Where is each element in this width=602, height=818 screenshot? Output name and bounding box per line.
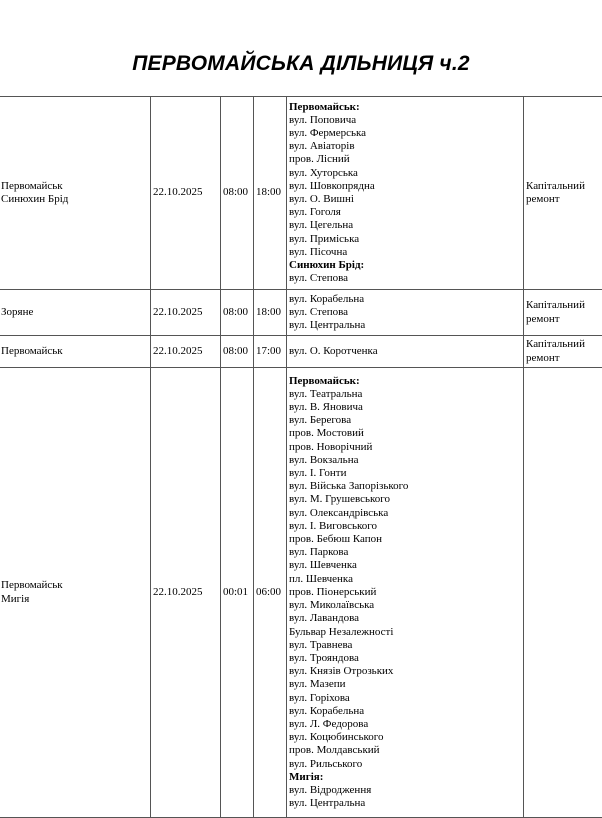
streets-cell bbox=[287, 336, 524, 368]
work-type-cell bbox=[524, 336, 602, 368]
street-name: вул. Л. Федорова bbox=[289, 718, 521, 731]
street-name: вул. Миколаївська bbox=[289, 599, 521, 612]
street-name: вул. Поповича bbox=[289, 114, 521, 127]
street-name: вул. Степова bbox=[289, 272, 521, 285]
time-from-cell: 00:01 bbox=[221, 368, 254, 818]
table-row bbox=[0, 336, 602, 368]
settlement-cell bbox=[0, 368, 151, 818]
street-name: вул. Корабельна bbox=[289, 293, 521, 306]
time-from-cell: 08:00 bbox=[221, 336, 254, 368]
street-name: вул. Степова bbox=[289, 306, 521, 319]
street-name: вул. Центральна bbox=[289, 797, 521, 810]
street-name: вул. Війська Запорізького bbox=[289, 480, 521, 493]
street-name: вул. М. Грушевського bbox=[289, 493, 521, 506]
street-name: пров. Бебюш Капон bbox=[289, 533, 521, 546]
street-name: вул. О. Коротченка bbox=[289, 345, 521, 358]
street-name: вул. Приміська bbox=[289, 233, 521, 246]
work-type-line: ремонт bbox=[526, 193, 560, 205]
settlement-heading: Синюхин Брід: bbox=[289, 259, 521, 272]
street-name: вул. Вокзальна bbox=[289, 454, 521, 467]
street-name: Бульвар Незалежності bbox=[289, 626, 521, 639]
settlement-name: Зоряне bbox=[1, 306, 33, 318]
streets-cell bbox=[287, 290, 524, 336]
street-name: вул. Центральна bbox=[289, 319, 521, 332]
time-to-cell: 18:00 bbox=[254, 97, 287, 290]
street-name: вул. Трояндова bbox=[289, 652, 521, 665]
street-name: вул. Шевченка bbox=[289, 559, 521, 572]
work-type-cell bbox=[524, 368, 602, 818]
street-name: вул. Корабельна bbox=[289, 705, 521, 718]
street-name: вул. Цегельна bbox=[289, 219, 521, 232]
street-name: вул. Горіхова bbox=[289, 692, 521, 705]
street-name: вул. Хуторська bbox=[289, 167, 521, 180]
streets-cell bbox=[287, 368, 524, 818]
date-cell: 22.10.2025 bbox=[151, 336, 221, 368]
street-name: пров. Новорічний bbox=[289, 441, 521, 454]
street-name: пров. Лісний bbox=[289, 153, 521, 166]
street-name: вул. Рильського bbox=[289, 758, 521, 771]
time-from-cell: 08:00 bbox=[221, 97, 254, 290]
street-name: вул. Паркова bbox=[289, 546, 521, 559]
settlement-heading: Первомайськ: bbox=[289, 101, 521, 114]
work-type-cell bbox=[524, 290, 602, 336]
street-name: пров. Мостовий bbox=[289, 427, 521, 440]
street-name: пров. Піонерський bbox=[289, 586, 521, 599]
time-to-cell: 17:00 bbox=[254, 336, 287, 368]
settlement-name: Первомайськ bbox=[1, 180, 63, 192]
settlement-name: Первомайськ bbox=[1, 579, 63, 591]
street-name: вул. Мазепи bbox=[289, 678, 521, 691]
outage-schedule-table bbox=[0, 96, 602, 818]
street-name: вул. О. Вишні bbox=[289, 193, 521, 206]
date-cell: 22.10.2025 bbox=[151, 368, 221, 818]
settlement-name: Первомайськ bbox=[1, 345, 63, 357]
time-to-cell: 18:00 bbox=[254, 290, 287, 336]
settlement-cell bbox=[0, 290, 151, 336]
work-type-line: Капітальний bbox=[526, 299, 585, 311]
street-name: вул. Князів Отрозьких bbox=[289, 665, 521, 678]
street-name: вул. Лавандова bbox=[289, 612, 521, 625]
table-row bbox=[0, 290, 602, 336]
street-name: вул. Шовкопрядна bbox=[289, 180, 521, 193]
street-name: вул. Фермерська bbox=[289, 127, 521, 140]
settlement-heading: Мигія: bbox=[289, 771, 521, 784]
work-type-line: Капітальний bbox=[526, 180, 585, 192]
street-name: вул. Авіаторів bbox=[289, 140, 521, 153]
settlement-heading: Первомайськ: bbox=[289, 375, 521, 388]
street-name: вул. В. Яновича bbox=[289, 401, 521, 414]
settlement-cell bbox=[0, 336, 151, 368]
page-title: ПЕРВОМАЙСЬКА ДІЛЬНИЦЯ ч.2 bbox=[0, 52, 602, 76]
time-to-cell: 06:00 bbox=[254, 368, 287, 818]
street-name: вул. Берегова bbox=[289, 414, 521, 427]
date-cell: 22.10.2025 bbox=[151, 290, 221, 336]
street-name: вул. І. Гонти bbox=[289, 467, 521, 480]
street-name: вул. Гоголя bbox=[289, 206, 521, 219]
street-name: вул. І. Виговського bbox=[289, 520, 521, 533]
work-type-line: ремонт bbox=[526, 352, 560, 364]
work-type-line: Капітальний bbox=[526, 338, 585, 350]
date-cell: 22.10.2025 bbox=[151, 97, 221, 290]
street-name: вул. Олександрівська bbox=[289, 507, 521, 520]
settlement-name: Мигія bbox=[1, 593, 29, 605]
street-name: вул. Відродження bbox=[289, 784, 521, 797]
street-name: вул. Травнева bbox=[289, 639, 521, 652]
street-name: вул. Театральна bbox=[289, 388, 521, 401]
street-name: пров. Молдавський bbox=[289, 744, 521, 757]
table-row bbox=[0, 368, 602, 818]
table-row bbox=[0, 97, 602, 290]
street-name: пл. Шевченка bbox=[289, 573, 521, 586]
time-from-cell: 08:00 bbox=[221, 290, 254, 336]
settlement-name: Синюхин Брід bbox=[1, 193, 68, 205]
settlement-cell bbox=[0, 97, 151, 290]
street-name: вул. Коцюбинського bbox=[289, 731, 521, 744]
street-name: вул. Пісочна bbox=[289, 246, 521, 259]
work-type-cell bbox=[524, 97, 602, 290]
work-type-line: ремонт bbox=[526, 313, 560, 325]
streets-cell bbox=[287, 97, 524, 290]
